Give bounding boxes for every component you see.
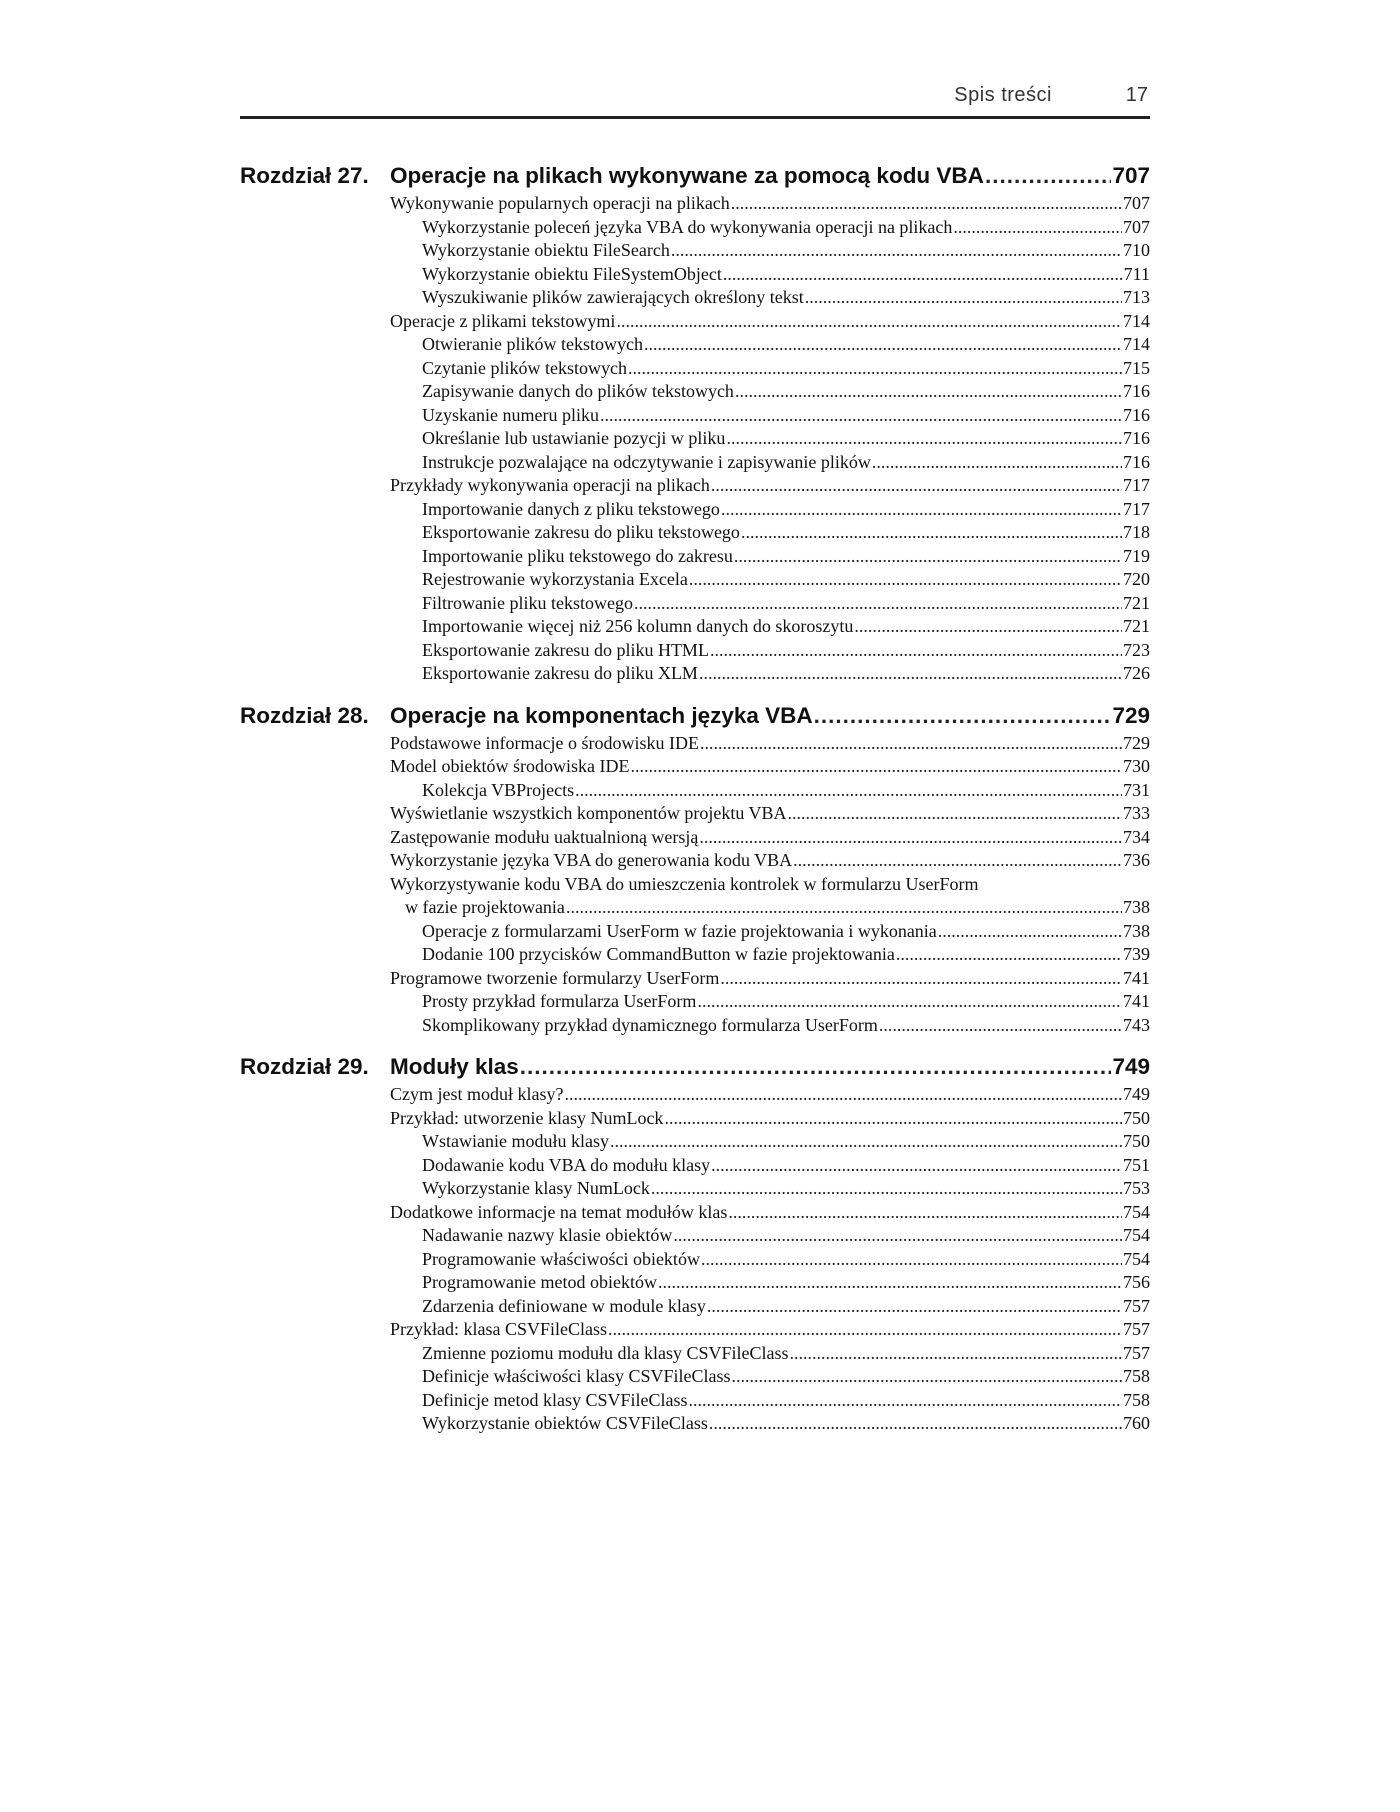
entry-list bbox=[390, 192, 1150, 686]
toc-entry bbox=[390, 1177, 1150, 1201]
entry-title: Programowe tworzenie formularzy UserForm bbox=[390, 967, 720, 988]
entry-page: 707 bbox=[1123, 193, 1150, 213]
entry-page: 749 bbox=[1123, 1084, 1150, 1104]
toc-entry bbox=[390, 357, 1150, 381]
toc-entry bbox=[390, 380, 1150, 404]
dot-leader bbox=[600, 404, 1122, 428]
entry-title: Dodatkowe informacje na temat modułów klas bbox=[390, 1201, 728, 1222]
entry-page: 741 bbox=[1123, 991, 1150, 1011]
toc-entry bbox=[390, 404, 1150, 428]
dot-leader bbox=[566, 896, 1122, 920]
running-head bbox=[240, 84, 1150, 119]
toc-entry bbox=[390, 216, 1150, 240]
entry-page: 731 bbox=[1123, 779, 1150, 800]
toc-entry bbox=[390, 1248, 1150, 1272]
toc-entry bbox=[390, 920, 1150, 944]
entry-page: 716 bbox=[1123, 428, 1150, 448]
dot-leader bbox=[872, 451, 1122, 475]
entry-title: Wykorzystanie obiektu FileSearch bbox=[422, 240, 670, 260]
page-number: 17 bbox=[1125, 84, 1148, 106]
entry-page: 738 bbox=[1123, 920, 1150, 941]
toc-entry bbox=[390, 1318, 1150, 1342]
dot-leader bbox=[814, 700, 1112, 732]
dot-leader bbox=[697, 990, 1122, 1014]
entry-title: Zastępowanie modułu uaktualnioną wersją bbox=[390, 826, 699, 847]
chapter-title-line bbox=[390, 1051, 1150, 1083]
toc-entry bbox=[390, 568, 1150, 592]
entry-list bbox=[390, 1083, 1150, 1436]
entry-page: 710 bbox=[1123, 240, 1150, 260]
entry-page: 758 bbox=[1123, 1389, 1150, 1410]
dot-leader bbox=[735, 380, 1122, 404]
entry-title: Wykorzystanie obiektów CSVFileClass bbox=[422, 1413, 708, 1433]
dot-leader bbox=[805, 286, 1122, 310]
entry-title: Zapisywanie danych do plików tekstowych bbox=[422, 381, 734, 401]
entry-title: Kolekcja VBProjects bbox=[422, 779, 575, 800]
entry-page: 739 bbox=[1123, 944, 1150, 964]
dot-leader bbox=[610, 1130, 1122, 1154]
dot-leader bbox=[699, 662, 1122, 686]
entry-page: 734 bbox=[1123, 826, 1150, 847]
entry-page: 717 bbox=[1123, 498, 1150, 519]
toc-entry bbox=[390, 802, 1150, 826]
entry-title: Zdarzenia definiowane w module klasy bbox=[422, 1295, 706, 1316]
toc-entry bbox=[390, 521, 1150, 545]
entry-title: Importowanie danych z pliku tekstowego bbox=[422, 498, 720, 519]
entry-title: Czym jest moduł klasy? bbox=[390, 1084, 564, 1104]
chapter-heading bbox=[240, 160, 1150, 192]
entry-title: Otwieranie plików tekstowych bbox=[422, 334, 643, 354]
chapter-label: Rozdział 27. bbox=[240, 163, 369, 188]
entry-page: 713 bbox=[1123, 287, 1150, 307]
toc-entry bbox=[390, 943, 1150, 967]
toc-entry bbox=[390, 263, 1150, 287]
dot-leader bbox=[793, 849, 1122, 873]
chapter-heading bbox=[240, 700, 1150, 732]
entry-page: 726 bbox=[1123, 663, 1150, 683]
entry-title: Eksportowanie zakresu do pliku tekstowego bbox=[422, 522, 740, 542]
entry-title: Przykłady wykonywania operacji na plikach bbox=[390, 475, 710, 495]
dot-leader bbox=[741, 521, 1122, 545]
toc-entry bbox=[390, 474, 1150, 498]
toc-entry bbox=[390, 1342, 1150, 1366]
dot-leader bbox=[788, 802, 1122, 826]
toc-entry bbox=[390, 732, 1150, 756]
entry-title: Eksportowanie zakresu do pliku XLM bbox=[422, 663, 698, 683]
entry-page: 716 bbox=[1123, 404, 1150, 425]
toc-entry bbox=[390, 1295, 1150, 1319]
entry-title: Wykorzystanie poleceń języka VBA do wykonywania operacji na plikach bbox=[422, 216, 953, 237]
entry-page: 711 bbox=[1123, 263, 1150, 284]
dot-leader bbox=[699, 826, 1122, 850]
toc-entry bbox=[390, 239, 1150, 263]
toc-entry bbox=[390, 662, 1150, 686]
dot-leader bbox=[711, 474, 1122, 498]
entry-title: Wykorzystywanie kodu VBA do umieszczenia kontrolek w formularzu UserForm bbox=[390, 873, 979, 894]
toc-entry bbox=[390, 1130, 1150, 1154]
dot-leader bbox=[700, 732, 1122, 756]
dot-leader bbox=[721, 498, 1122, 522]
entry-page: 707 bbox=[1123, 216, 1150, 237]
entry-title: Wykorzystanie języka VBA do generowania kodu VBA bbox=[390, 850, 793, 870]
toc-entry bbox=[390, 1107, 1150, 1131]
toc-entry bbox=[390, 592, 1150, 616]
dot-leader bbox=[644, 333, 1122, 357]
entry-page: 733 bbox=[1123, 803, 1150, 823]
entry-title: Nadawanie nazwy klasie obiektów bbox=[422, 1225, 673, 1245]
toc-entry bbox=[390, 639, 1150, 663]
entry-page: 750 bbox=[1123, 1131, 1150, 1151]
toc-entry bbox=[390, 286, 1150, 310]
entry-page: 715 bbox=[1123, 357, 1150, 378]
dot-leader bbox=[651, 1177, 1122, 1201]
entry-title: Importowanie pliku tekstowego do zakresu bbox=[422, 545, 733, 566]
entry-title: Wykorzystanie klasy NumLock bbox=[422, 1178, 650, 1198]
entry-title: Wyświetlanie wszystkich komponentów projektu VBA bbox=[390, 803, 787, 823]
chapter-section bbox=[240, 1051, 1150, 1436]
entry-page: 714 bbox=[1123, 334, 1150, 354]
entry-page: 757 bbox=[1123, 1295, 1150, 1316]
chapter-page: 707 bbox=[1112, 163, 1150, 188]
dot-leader bbox=[720, 967, 1122, 991]
chapter-label: Rozdział 29. bbox=[240, 1054, 369, 1079]
entry-title: Instrukcje pozwalające na odczytywanie i zapisywanie plików bbox=[422, 451, 871, 472]
dot-leader bbox=[953, 216, 1122, 240]
entry-page: 758 bbox=[1123, 1366, 1150, 1386]
table-of-contents bbox=[240, 160, 1150, 1450]
entry-title: Czytanie plików tekstowych bbox=[422, 357, 627, 378]
toc-entry bbox=[390, 498, 1150, 522]
chapter-title-line bbox=[390, 160, 1150, 192]
chapter-title-line bbox=[390, 700, 1150, 732]
entry-page: 754 bbox=[1123, 1248, 1150, 1269]
toc-entry bbox=[390, 849, 1150, 873]
entry-page: 754 bbox=[1123, 1225, 1150, 1245]
chapter-title: Moduły klas bbox=[390, 1054, 519, 1079]
dot-leader bbox=[628, 357, 1122, 381]
entry-page: 736 bbox=[1123, 850, 1150, 870]
chapter-title: Operacje na plikach wykonywane za pomocą kodu VBA bbox=[390, 163, 984, 188]
entry-page: 714 bbox=[1123, 310, 1150, 331]
entry-title: Wyszukiwanie plików zawierających określony tekst bbox=[422, 287, 804, 307]
dot-leader bbox=[723, 263, 1123, 287]
entry-page: 716 bbox=[1123, 381, 1150, 401]
dot-leader bbox=[520, 1051, 1112, 1083]
dot-leader bbox=[726, 427, 1122, 451]
dot-leader bbox=[634, 592, 1122, 616]
toc-entry bbox=[390, 967, 1150, 991]
entry-title: Wykorzystanie obiektu FileSystemObject bbox=[422, 263, 722, 284]
entry-title: Wykonywanie popularnych operacji na plikach bbox=[390, 193, 730, 213]
toc-entry bbox=[390, 310, 1150, 334]
entry-title: Filtrowanie pliku tekstowego bbox=[422, 592, 633, 613]
dot-leader bbox=[688, 1389, 1122, 1413]
toc-entry bbox=[390, 1014, 1150, 1038]
chapter-label: Rozdział 28. bbox=[240, 702, 369, 728]
dot-leader bbox=[664, 1107, 1122, 1131]
dot-leader bbox=[938, 920, 1122, 944]
entry-page: 720 bbox=[1123, 569, 1150, 589]
entry-title: Programowanie metod obiektów bbox=[422, 1272, 657, 1292]
entry-page: 757 bbox=[1123, 1319, 1150, 1339]
dot-leader bbox=[630, 755, 1122, 779]
dot-leader bbox=[985, 160, 1112, 192]
dot-leader bbox=[709, 1412, 1122, 1436]
entry-page: 760 bbox=[1123, 1413, 1150, 1433]
toc-entry bbox=[390, 1224, 1150, 1248]
dot-leader bbox=[564, 1083, 1122, 1107]
dot-leader bbox=[689, 568, 1122, 592]
toc-entry bbox=[390, 1201, 1150, 1225]
entry-title: w fazie projektowania bbox=[405, 897, 565, 917]
entry-page: 729 bbox=[1123, 732, 1150, 753]
dot-leader bbox=[658, 1271, 1122, 1295]
dot-leader bbox=[701, 1248, 1122, 1272]
entry-title: Skomplikowany przykład dynamicznego formularza UserForm bbox=[422, 1014, 878, 1035]
chapter-section bbox=[240, 160, 1150, 686]
running-head-title: Spis treści bbox=[954, 84, 1052, 106]
entry-page: 721 bbox=[1123, 616, 1150, 636]
dot-leader bbox=[731, 192, 1122, 216]
entry-page: 756 bbox=[1123, 1272, 1150, 1292]
dot-leader bbox=[896, 943, 1122, 967]
chapter-heading bbox=[240, 1051, 1150, 1083]
toc-entry bbox=[390, 755, 1150, 779]
entry-title: Eksportowanie zakresu do pliku HTML bbox=[422, 639, 709, 660]
toc-entry bbox=[390, 1365, 1150, 1389]
toc-entry bbox=[390, 451, 1150, 475]
toc-entry bbox=[390, 545, 1150, 569]
entry-title: Dodanie 100 przycisków CommandButton w fazie projektowania bbox=[422, 944, 895, 964]
dot-leader bbox=[673, 1224, 1122, 1248]
entry-page: 730 bbox=[1123, 756, 1150, 776]
entry-title: Importowanie więcej niż 256 kolumn danych do skoroszytu bbox=[422, 616, 854, 636]
entry-title: Dodawanie kodu VBA do modułu klasy bbox=[422, 1154, 711, 1175]
entry-page: 757 bbox=[1123, 1342, 1150, 1363]
toc-entry bbox=[390, 1271, 1150, 1295]
dot-leader bbox=[671, 239, 1122, 263]
entry-title: Operacje z formularzami UserForm w fazie projektowania i wykonania bbox=[422, 920, 937, 941]
entry-page: 751 bbox=[1123, 1154, 1150, 1175]
entry-title: Zmienne poziomu modułu dla klasy CSVFileClass bbox=[422, 1342, 789, 1363]
toc-entry bbox=[390, 990, 1150, 1014]
entry-title: Wstawianie modułu klasy bbox=[422, 1131, 609, 1151]
dot-leader bbox=[731, 1365, 1122, 1389]
dot-leader bbox=[789, 1342, 1122, 1366]
toc-entry bbox=[390, 615, 1150, 639]
entry-page: 754 bbox=[1123, 1201, 1150, 1222]
dot-leader bbox=[575, 779, 1122, 803]
entry-title: Programowanie właściwości obiektów bbox=[422, 1248, 700, 1269]
entry-page: 743 bbox=[1123, 1014, 1150, 1035]
entry-page: 741 bbox=[1123, 967, 1150, 988]
toc-entry bbox=[390, 427, 1150, 451]
chapter-page: 749 bbox=[1112, 1054, 1150, 1079]
dot-leader bbox=[728, 1201, 1122, 1225]
toc-entry bbox=[390, 826, 1150, 850]
entry-title: Model obiektów środowiska IDE bbox=[390, 756, 630, 776]
entry-page: 750 bbox=[1123, 1107, 1150, 1128]
entry-page: 718 bbox=[1123, 522, 1150, 542]
dot-leader bbox=[879, 1014, 1122, 1038]
toc-entry bbox=[390, 873, 1150, 897]
entry-title: Przykład: utworzenie klasy NumLock bbox=[390, 1107, 664, 1128]
entry-title: Definicje właściwości klasy CSVFileClass bbox=[422, 1366, 731, 1386]
entry-page: 753 bbox=[1123, 1178, 1150, 1198]
dot-leader bbox=[616, 310, 1122, 334]
toc-entry bbox=[390, 1389, 1150, 1413]
entry-title: Rejestrowanie wykorzystania Excela bbox=[422, 569, 688, 589]
entry-title: Prosty przykład formularza UserForm bbox=[422, 991, 697, 1011]
entry-title: Przykład: klasa CSVFileClass bbox=[390, 1319, 607, 1339]
entry-page: 716 bbox=[1123, 451, 1150, 472]
toc-entry bbox=[390, 192, 1150, 216]
entry-title: Operacje z plikami tekstowymi bbox=[390, 310, 616, 331]
dot-leader bbox=[710, 639, 1122, 663]
chapter-page: 729 bbox=[1112, 702, 1150, 728]
entry-page: 717 bbox=[1123, 475, 1150, 495]
entry-page: 719 bbox=[1123, 545, 1150, 566]
chapter-title: Operacje na komponentach języka VBA bbox=[390, 702, 813, 728]
toc-entry bbox=[390, 779, 1150, 803]
entry-page: 721 bbox=[1123, 592, 1150, 613]
entry-list bbox=[390, 732, 1150, 1038]
toc-entry bbox=[390, 896, 1150, 920]
toc-entry bbox=[390, 1154, 1150, 1178]
toc-entry bbox=[390, 1412, 1150, 1436]
entry-title: Określanie lub ustawianie pozycji w pliku bbox=[422, 428, 726, 448]
entry-page: 723 bbox=[1123, 639, 1150, 660]
toc-entry bbox=[390, 333, 1150, 357]
entry-title: Uzyskanie numeru pliku bbox=[422, 404, 599, 425]
chapter-section bbox=[240, 700, 1150, 1038]
entry-title: Podstawowe informacje o środowisku IDE bbox=[390, 732, 699, 753]
entry-page: 738 bbox=[1123, 897, 1150, 917]
dot-leader bbox=[734, 545, 1122, 569]
toc-entry bbox=[390, 1083, 1150, 1107]
entry-title: Definicje metod klasy CSVFileClass bbox=[422, 1389, 688, 1410]
dot-leader bbox=[608, 1318, 1122, 1342]
dot-leader bbox=[854, 615, 1122, 639]
dot-leader bbox=[707, 1295, 1122, 1319]
dot-leader bbox=[711, 1154, 1122, 1178]
